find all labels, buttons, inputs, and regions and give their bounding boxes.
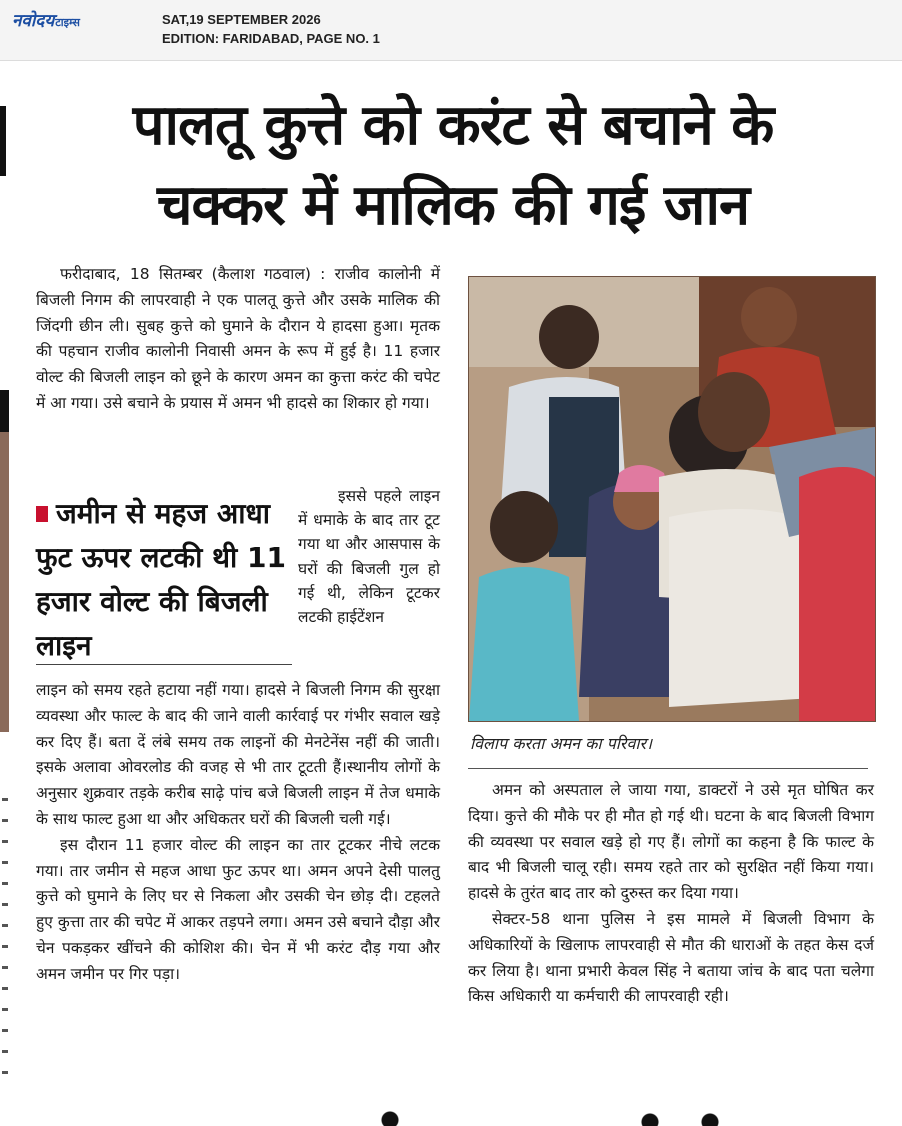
body-paragraph: इस दौरान 11 हजार वोल्ट की लाइन का तार टूटकर नीचे लटक गया। तार जमीन से महज आधा फुट ऊपर था। अमन अपने देसी पालतु कुत्ते को घुमाने के लिए घर से निकला और उसकी चेन छोड़ दी। टहलते हुए कुत्ता तार की चपेट में आकर तड़पने लगा। अमन उसे बचाने दौड़ा और चेन पकड़कर खींचने की कोशिश की। चेन में भी करंट दौड़ गया और अमन जमीन पर गिर पड़ा। — [36, 835, 440, 983]
adjacent-story-strip — [0, 60, 10, 1123]
subheadline-box — [36, 492, 290, 668]
red-square-icon — [36, 506, 48, 522]
mini-column-paragraph: इससे पहले लाइन में धमाके के बाद तार टूट गया था और आसपास के घरों की बिजली गुल हो गई थी, लेकिन टूटकर लटकी हाईटेंशन — [298, 487, 440, 627]
date-line: SAT,19 SEPTEMBER 2026 — [162, 12, 321, 27]
masthead-bar — [0, 0, 902, 61]
newspaper-logo[interactable] — [12, 8, 80, 31]
headline-line-1: पालतू कुत्ते को करंट से बचाने के — [132, 93, 774, 158]
logo-text: नवोदय — [12, 11, 55, 31]
intro-paragraph: फरीदाबाद, 18 सितम्बर (कैलाश गठवाल) : राजीव कालोनी में बिजली निगम की लापरवाही ने एक पालतू कुत्ते और उसके मालिक की जिंदगी छीन ली। सुबह कुत्ते को घुमाने के दौरान ये हादसा हुआ। मृतक की पहचान राजीव कालोनी निवासी अमन के रूप में हुई है। 11 हजार वोल्ट की बिजली लाइन को छूने के कारण अमन का कुत्ता करंट की चपेट में आ गया। उसे बचाने के प्रयास में अमन भी हादसे का शिकार हो गया। — [36, 265, 440, 412]
article-body-column — [36, 678, 440, 988]
body-paragraph: सेक्टर-58 थाना पुलिस ने इस मामले में बिजली विभाग के अधिकारियों के खिलाफ लापरवाही से मौत की धाराओं के तहत केस दर्ज कर लिया है। थाना प्रभारी केवल सिंह ने बताया जांच के बाद पता चलेगा किस अधिकारी या कर्मचारी की लापरवाही रही। — [468, 909, 874, 1006]
subheadline-text: जमीन से महज आधा फुट ऊपर लटकी थी 11 हजार वोल्ट की बिजली लाइन — [36, 497, 286, 662]
logo-subtext: टाइम्स — [55, 16, 80, 29]
edition-info — [162, 10, 380, 48]
edition-line: EDITION: FARIDABAD, PAGE NO. 1 — [162, 31, 380, 46]
body-paragraph: अमन को अस्पताल ले जाया गया, डाक्टरों ने उसे मृत घोषित कर दिया। कुत्ते की मौके पर ही मौत हो गई थी। घटना के बाद बिजली विभाग की व्यवस्था पर सवाल खड़े हो गए हैं। लोगों का कहना है कि फाल्ट के बाद भी बिजली चालू रही। समय रहते तार को सुरक्षित नहीं किया गया। हादसे के तुरंत बाद तार को दुरुस्त कर दिया गया। — [468, 781, 874, 903]
next-story-headline-fragment — [380, 1096, 880, 1126]
adjacent-text-fragment — [2, 780, 8, 1080]
main-headline — [22, 86, 884, 246]
adjacent-photo-fragment — [0, 432, 9, 732]
article-right-column — [468, 778, 874, 1010]
caption-rule — [468, 768, 868, 769]
family-photo-illustration — [469, 277, 875, 721]
article-mini-column — [298, 484, 440, 629]
adjacent-headline-fragment — [0, 106, 6, 176]
article-intro-column — [36, 262, 440, 417]
headline-line-2: चक्कर में मालिक की गई जान — [156, 173, 750, 238]
subheadline-rule — [36, 664, 292, 665]
body-paragraph: लाइन को समय रहते हटाया नहीं गया। हादसे ने बिजली निगम की सुरक्षा व्यवस्था और फाल्ट के बाद की जाने वाली कार्रवाई पर गंभीर सवाल खड़े कर दिए हैं। बता दें लंबे समय तक लाइनों की मेनटेनेंस नहीं की जाती। इसके अलावा ओवरलोड की वजह से भी तार टूटती हैं।स्थानीय लोगों के अनुसार शुक्रवार तड़के करीब साढ़े पांच बजे बिजली लाइन में तेज धमाके के साथ फाल्ट हुआ था और अधिकतर घरों की बिजली चली गई। — [36, 681, 440, 828]
news-photo[interactable] — [468, 276, 876, 722]
photo-caption: विलाप करता अमन का परिवार। — [470, 734, 653, 753]
